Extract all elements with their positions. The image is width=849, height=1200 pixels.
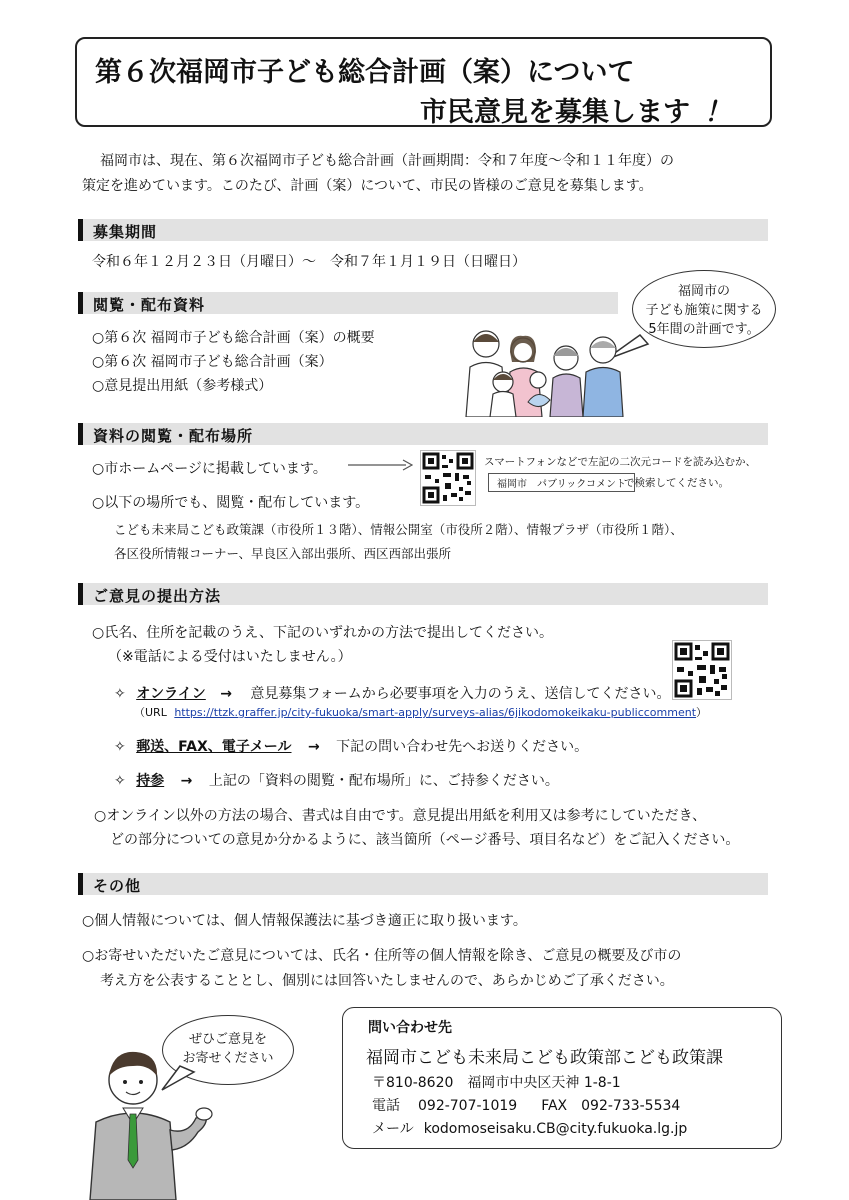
method-bring: [114, 770, 559, 790]
contact-address: 〒810-8620 福岡市中央区天神 1-8-1: [372, 1075, 621, 1091]
submit-line-1: ○氏名、住所を記載のうえ、下記のいずれかの方法で提出してください。: [92, 625, 554, 641]
exclaim: ！: [704, 97, 731, 128]
arrow-glyph: →: [307, 739, 320, 755]
section-period: [78, 219, 768, 241]
arrow-glyph: →: [220, 686, 232, 702]
method-online: [114, 683, 671, 703]
section-materials-heading: 閲覧・配布資料: [93, 296, 206, 314]
fax-number: 092-733-5534: [581, 1098, 681, 1114]
contact-dept: 福岡市こども未来局こども政策部こども政策課: [366, 1048, 723, 1068]
other-line-1: ○個人情報については、個人情報保護法に基づき適正に取り扱います。: [82, 913, 527, 929]
bring-label: 持参: [136, 773, 165, 789]
online-url: （URL https://ttzk.graffer.jp/city-fukuoka/smart-apply/surveys-alias/6jikodomokeikaku-publiccomment）: [134, 706, 708, 719]
places-list-2: 各区役所情報コーナー、早良区入部出張所、西区西部出張所: [114, 546, 452, 561]
section-other: [78, 873, 768, 895]
intro-line-2: 策定を進めています。このたび、計画（案）について、市民の皆様のご意見を募集します。: [82, 178, 653, 194]
other-line-3: 考え方を公表することとし、個別には回答いたしませんので、あらかじめご了承ください。: [100, 973, 674, 989]
mail-label: 郵送、FAX、電子メール: [136, 739, 292, 755]
search-keyword-box: 福岡市 パブリックコメント: [488, 473, 635, 492]
contact-phone-fax: 電話 092-707-1019 FAX 092-733-5534: [372, 1098, 681, 1114]
bring-text: 上記の「資料の閲覧・配布場所」に、ご持参ください。: [208, 773, 559, 789]
qr-code-online-form[interactable]: [672, 640, 732, 700]
materials-item-3: ○意見提出用紙（参考様式）: [92, 378, 273, 394]
page-subtitle: 市民意見を募集します ！: [420, 97, 731, 128]
section-other-heading: その他: [93, 877, 142, 895]
contact-email-link[interactable]: kodomoseisaku.CB@city.fukuoka.lg.jp: [423, 1121, 688, 1137]
places-list-1: こども未来局こども政策課（市役所１３階）、情報公開室（市役所２階）、情報プラザ（市役所１階）、: [114, 522, 683, 537]
arrow-icon: [348, 458, 413, 472]
submit-note-1: ○オンライン以外の方法の場合、書式は自由です。意見提出用紙を利用又は参考にしていただき、: [94, 808, 707, 824]
submit-note-2: どの部分についての意見か分かるように、該当箇所（ページ番号、項目名など）をご記入ください。: [110, 832, 740, 848]
section-places-heading: 資料の閲覧・配布場所: [93, 427, 254, 445]
section-submit-heading: ご意見の提出方法: [93, 587, 222, 605]
speech-bubble-family: 福岡市の 子ども施策に関する 5年間の計画です。: [632, 270, 776, 348]
diamond-icon: ✧: [114, 739, 126, 755]
qr-code-webpage[interactable]: [420, 450, 476, 506]
method-mail: [114, 736, 588, 756]
diamond-icon: ✧: [114, 773, 126, 789]
section-places: [78, 423, 768, 445]
places-web: ○市ホームページに掲載しています。: [92, 461, 327, 477]
places-other: ○以下の場所でも、閲覧・配布しています。: [92, 495, 370, 511]
materials-item-2: ○第６次 福岡市子ども総合計画（案）: [92, 354, 333, 370]
arrow-glyph: →: [180, 773, 193, 789]
online-form-link[interactable]: https://ttzk.graffer.jp/city-fukuoka/smart-apply/surveys-alias/6jikodomokeikaku-publiccomment: [174, 706, 697, 719]
intro-line-1: 福岡市は、現在、第６次福岡市子ども総合計画（計画期間：令和７年度〜令和１１年度）の: [100, 153, 674, 169]
mail-text: 下記の問い合わせ先へお送りください。: [336, 739, 589, 755]
diamond-icon: ✧: [114, 686, 126, 702]
contact-mail: メール kodomoseisaku.CB@city.fukuoka.lg.jp: [372, 1121, 688, 1137]
search-suffix: で検索してください。: [624, 477, 729, 489]
online-label: オンライン: [136, 686, 206, 702]
section-submit: [78, 583, 768, 605]
speech-bubble-person: ぜひご意見を お寄せください: [162, 1015, 294, 1085]
materials-item-1: ○第６次 福岡市子ども総合計画（案）の概要: [92, 330, 375, 346]
phone-number: 092-707-1019: [418, 1098, 518, 1114]
online-text: 意見募集フォームから必要事項を入力のうえ、送信してください。: [250, 686, 671, 702]
contact-heading: 問い合わせ先: [368, 1020, 452, 1036]
section-materials: [78, 292, 618, 314]
period-text: 令和６年１２月２３日（月曜日）〜 令和７年１月１９日（日曜日）: [92, 254, 526, 270]
page-title: 第６次福岡市子ども総合計画（案）について: [95, 57, 635, 88]
other-line-2: ○お寄せいただいたご意見については、氏名・住所等の個人情報を除き、ご意見の概要及び市の: [82, 948, 682, 964]
qr-note: スマートフォンなどで左記の二次元コードを読み込むか、: [484, 456, 756, 468]
family-illustration: [458, 322, 633, 417]
submit-line-2: （※電話による受付はいたしません。）: [108, 649, 352, 665]
section-period-heading: 募集期間: [93, 223, 158, 241]
person-illustration: [88, 1040, 218, 1200]
